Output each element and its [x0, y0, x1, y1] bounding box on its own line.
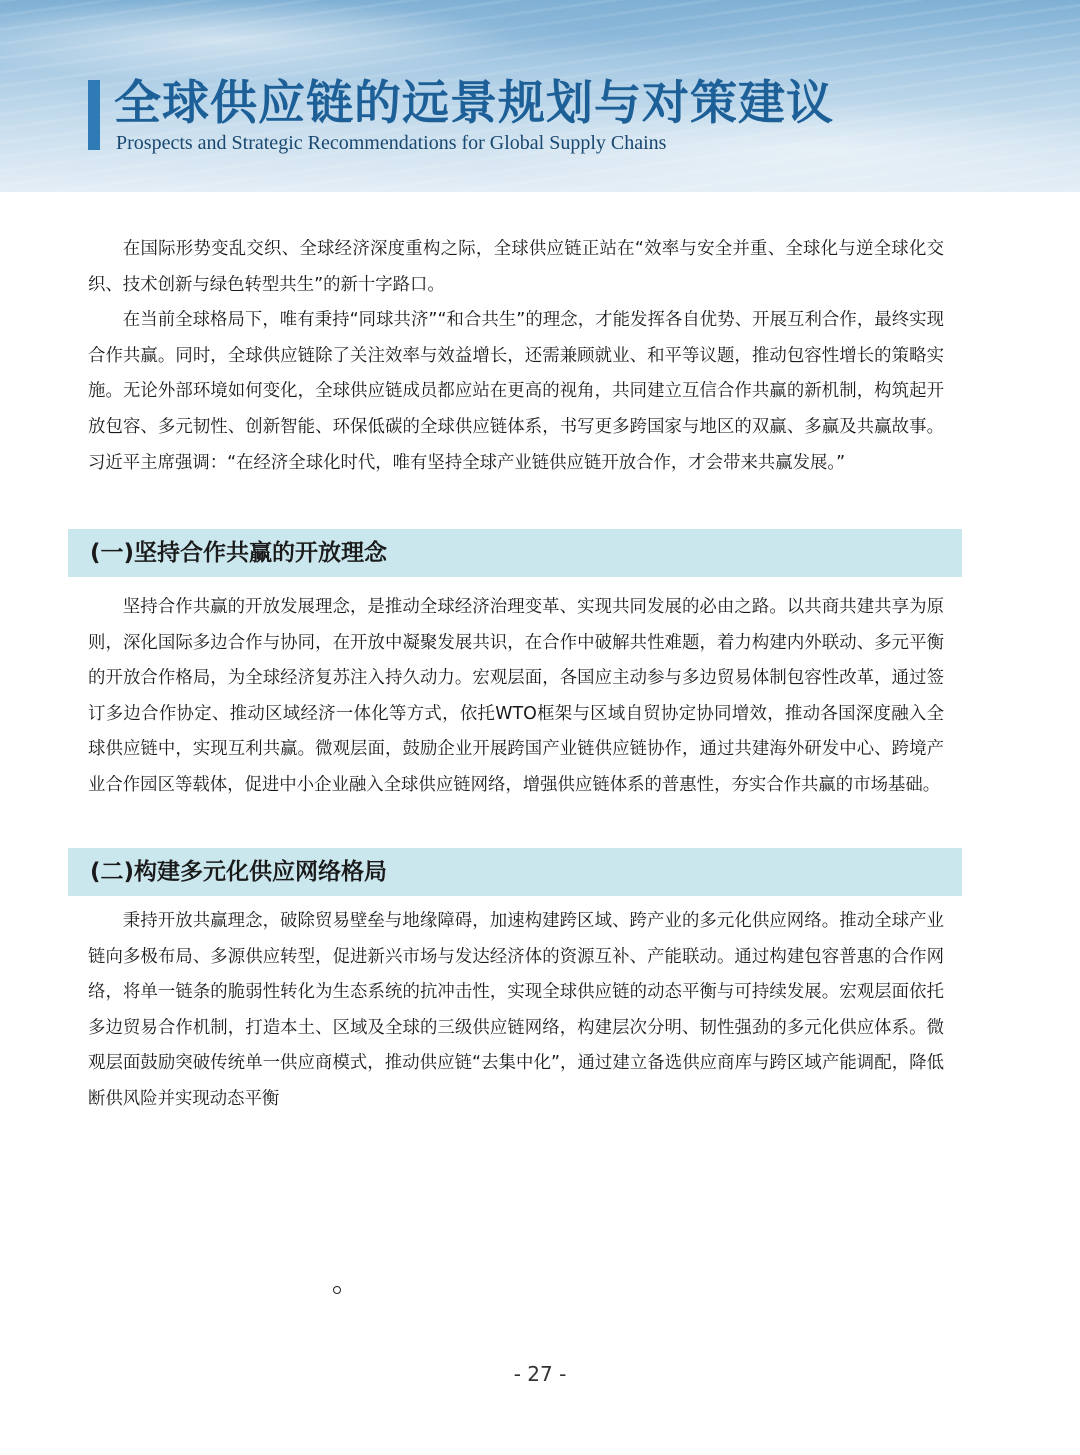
section-heading-1: [68, 529, 962, 577]
stray-dot-mark: [333, 1286, 341, 1294]
section-1-paragraph: 坚持合作共赢的开放发展理念，是推动全球经济治理变革、实现共同发展的必由之路。以共商共建共享为原则，深化国际多边合作与协同，在开放中凝聚发展共识，在合作中破解共性难题，着力构建内外联动、多元平衡的开放合作格局，为全球经济复苏注入持久动力。宏观层面，各国应主动参与多边贸易体制包容性改革，通过签订多边合作协定、推动区域经济一体化等方式，依托WTO框架与区域自贸协定协同增效，推动各国深度融入全球供应链中，实现互利共赢。微观层面，鼓励企业开展跨国产业链供应链协作，通过共建海外研发中心、跨境产业合作园区等载体，促进中小企业融入全球供应链网络，增强供应链体系的普惠性，夯实合作共赢的市场基础。: [88, 597, 944, 795]
page-number: - 27 -: [513, 1362, 567, 1386]
section-1-body: [88, 590, 944, 804]
section-heading-2-text: (二)构建多元化供应网络格局: [90, 859, 388, 885]
intro-section: [88, 232, 944, 481]
intro-paragraph-1: 在国际形势变乱交织、全球经济深度重构之际，全球供应链正站在“效率与安全并重、全球化与逆全球化交织、技术创新与绿色转型共生”的新十字路口。: [88, 239, 944, 295]
section-2-body: [88, 904, 944, 1118]
title-accent-bar: [88, 80, 100, 150]
page-title: 全球供应链的远景规划与对策建议: [114, 76, 834, 131]
section-2-paragraph: 秉持开放共赢理念，破除贸易壁垒与地缘障碍，加速构建跨区域、跨产业的多元化供应网络。推动全球产业链向多极布局、多源供应转型，促进新兴市场与发达经济体的资源互补、产能联动。通过构建包容普惠的合作网络，将单一链条的脆弱性转化为生态系统的抗冲击性，实现全球供应链的动态平衡与可持续发展。宏观层面依托多边贸易合作机制，打造本土、区域及全球的三级供应链网络，构建层次分明、韧性强劲的多元化供应体系。微观层面鼓励突破传统单一供应商模式，推动供应链“去集中化”，通过建立备选供应商库与跨区域产能调配，降低断供风险并实现动态平衡: [88, 911, 944, 1109]
page-subtitle: Prospects and Strategic Recommendations for Global Supply Chains: [116, 132, 667, 154]
header-banner: [0, 0, 1080, 192]
section-heading-2: [68, 848, 962, 896]
section-heading-1-text: (一)坚持合作共赢的开放理念: [90, 540, 388, 566]
intro-paragraph-2: 在当前全球格局下，唯有秉持“同球共济”“和合共生”的理念，才能发挥各自优势、开展互利合作，最终实现合作共赢。同时，全球供应链除了关注效率与效益增长，还需兼顾就业、和平等议题，推动包容性增长的策略实施。无论外部环境如何变化，全球供应链成员都应站在更高的视角，共同建立互信合作共赢的新机制，构筑起开放包容、多元韧性、创新智能、环保低碳的全球供应链体系，书写更多跨国家与地区的双赢、多赢及共赢故事。习近平主席强调：“在经济全球化时代，唯有坚持全球产业链供应链开放合作，才会带来共赢发展。”: [88, 310, 944, 473]
